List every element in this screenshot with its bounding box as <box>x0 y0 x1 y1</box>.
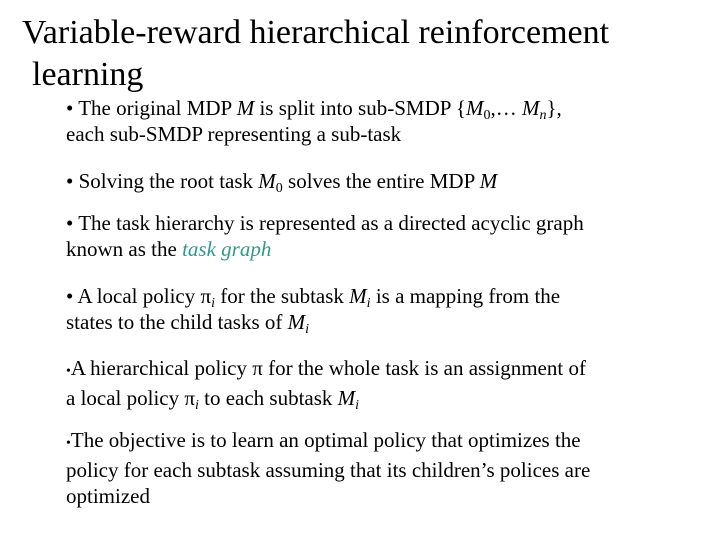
bullet-text: The task hierarchy is represented as a directed acyclic graph <box>73 211 584 235</box>
bullet-marker: • <box>66 211 74 235</box>
bullet-text: }, <box>546 96 562 120</box>
bullet-text: A local policy <box>73 284 201 308</box>
math-symbol: M <box>337 386 356 410</box>
math-symbol: π <box>252 356 263 380</box>
bullet-text: Solving the root task <box>78 169 259 193</box>
math-symbol: π <box>200 284 212 308</box>
bullet-text: optimized <box>66 484 150 508</box>
bullet-marker: • <box>66 96 74 120</box>
bullet-text: The original MDP <box>78 96 237 120</box>
bullet-hierarchical-policy <box>66 355 706 411</box>
bullet-local-policy <box>66 283 706 335</box>
bullet-text: to each subtask <box>198 386 338 410</box>
math-subscript: 0 <box>275 181 283 196</box>
math-subscript: 0 <box>483 108 491 123</box>
bullet-mdp-split <box>66 95 706 147</box>
bullet-root-task <box>66 168 706 194</box>
math-subscript: i <box>211 296 216 311</box>
math-symbol: M <box>236 96 255 120</box>
bullet-text: for the subtask <box>215 284 350 308</box>
bullet-marker: • <box>66 169 74 193</box>
bullet-text: policy for each subtask assuming that its children’s polices are <box>66 458 591 482</box>
math-subscript: i <box>194 398 199 413</box>
task-graph-term: task graph <box>182 237 272 261</box>
bullet-text: each sub-SMDP representing a sub-task <box>66 122 402 146</box>
bullet-text: for the whole task is an assignment of <box>262 356 586 380</box>
math-symbol: M <box>479 169 498 193</box>
bullet-marker: • <box>66 436 71 451</box>
math-subscript: i <box>355 398 360 413</box>
bullet-text: The objective is to learn an optimal policy that optimizes the <box>70 428 581 452</box>
bullet-text: solves the entire MDP <box>282 169 480 193</box>
bullet-marker: • <box>66 364 71 379</box>
math-subscript: i <box>305 322 310 337</box>
math-symbol: M <box>349 284 367 308</box>
math-subscript: n <box>539 108 547 123</box>
bullet-text: is split into sub-SMDP { <box>254 96 466 120</box>
bullet-objective <box>66 427 706 509</box>
slide-title <box>22 12 702 96</box>
bullet-marker: • <box>66 284 74 308</box>
title-line-2: learning <box>32 56 144 93</box>
bullet-text: states to the child tasks of <box>66 310 288 334</box>
math-symbol: M <box>465 96 484 120</box>
bullet-task-hierarchy <box>66 210 706 262</box>
bullet-text: is a mapping from the <box>370 284 561 308</box>
title-line-1: Variable-reward hierarchical reinforcement <box>22 14 610 51</box>
math-symbol: M <box>258 169 276 193</box>
math-symbol: M <box>287 310 306 334</box>
math-symbol: π <box>184 386 195 410</box>
bullet-text: A hierarchical policy <box>70 356 253 380</box>
math-symbol: M <box>521 96 540 120</box>
bullet-text: ,… <box>490 96 522 120</box>
math-subscript: i <box>366 296 371 311</box>
bullet-text: known as the <box>66 237 183 261</box>
bullet-text: a local policy <box>66 386 185 410</box>
